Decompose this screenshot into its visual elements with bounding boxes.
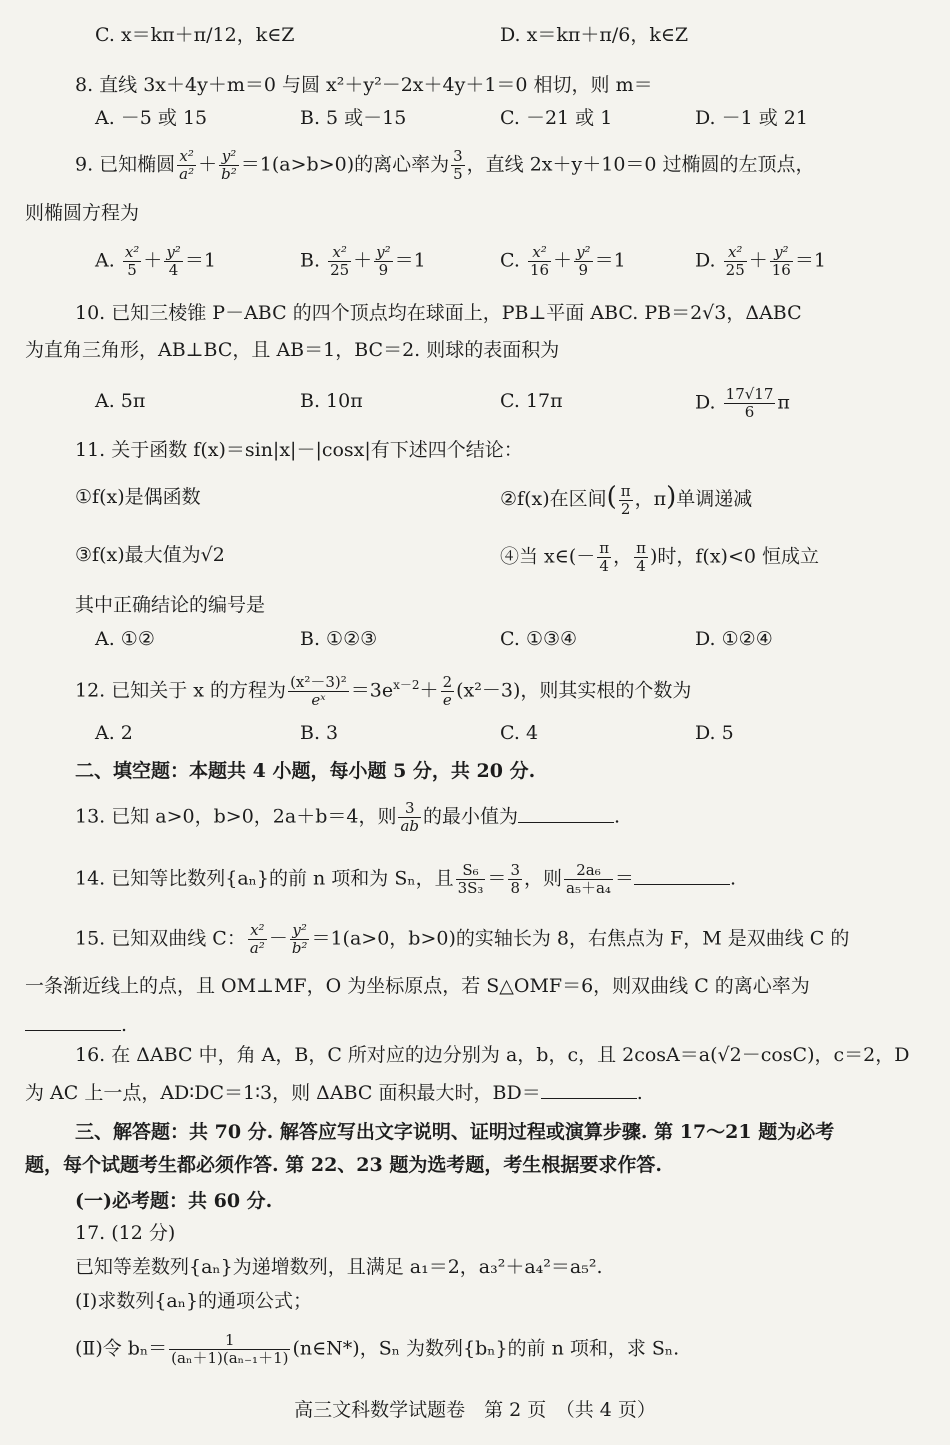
section-3-line1: 三、解答题：共 70 分. 解答应写出文字说明、证明过程或演算步骤. 第 17～21 题为必考: [75, 1121, 835, 1143]
section-2-heading: 二、填空题：本题共 4 小题，每小题 5 分，共 20 分.: [75, 760, 536, 782]
q10-option-d: D. $\frac{17√17}{6}$ π: [695, 385, 790, 421]
q13-answer-blank[interactable]: [518, 804, 614, 823]
q12-option-a: A. 2: [95, 722, 133, 744]
q11-conclusion-1: ①f(x)是偶函数: [75, 486, 201, 508]
q9-stem-a: 9. 已知椭圆: [75, 153, 176, 176]
q17-head: 17. (12 分): [75, 1222, 176, 1244]
page-footer: 高三文科数学试题卷 第 2 页 （共 4 页）: [294, 1399, 656, 1421]
q11-conclusion-4: ④当 x∈(－ $\frac{\pi}{4}$ ， $\frac{\pi}{4}$ )时，f(x)<0 恒成立: [500, 539, 820, 575]
q10-stem1: 10. 已知三棱锥 P－ABC 的四个顶点均在球面上，PB⊥平面 ABC. PB＝2√3，ΔABC: [75, 302, 802, 324]
q7-option-d: D. x＝kπ＋π/6，k∈Z: [500, 24, 689, 46]
q9-stem2: 则椭圆方程为: [25, 202, 140, 224]
section-3-sub: (一)必考题：共 60 分.: [75, 1190, 273, 1212]
q9-option-c: C. $\frac{\text{x²}}{16}$ ＋ $\frac{\text{y²}}{9}$ ＝1: [500, 243, 626, 279]
q13: 13. 已知 a>0，b>0，2a＋b＝4，则 $\frac{3}{ab}$ 的最小值为 .: [75, 799, 621, 835]
q8-option-b: B. 5 或－15: [300, 107, 407, 129]
section-3-line2: 题，每个试题考生都必须作答. 第 22、23 题为选考题，考生根据要求作答.: [25, 1154, 662, 1176]
q8-option-d: D. －1 或 21: [695, 107, 808, 129]
q15-line2: 一条渐近线上的点，且 OM⊥MF，O 为坐标原点，若 S△OMF＝6，则双曲线 C 的离心率为: [25, 975, 810, 997]
q11-option-c: C. ①③④: [500, 628, 578, 650]
q9-stem-b: ＝1(a>b>0)的离心率为: [240, 153, 450, 176]
q12-option-c: C. 4: [500, 722, 539, 744]
q9-frac-e: $\frac{3}{5}$: [453, 147, 463, 183]
q17-part2: (Ⅱ)令 bₙ＝ $\frac{1}{\text{(aₙ＋1)(aₙ₋₁＋1)}}$ (n∈N*)，Sₙ 为数列{bₙ}的前 n 项和，求 Sₙ.: [75, 1331, 680, 1367]
q9-stem-c: ，直线 2x＋y＋10＝0 过椭圆的左顶点，: [466, 153, 815, 176]
q14: 14. 已知等比数列{aₙ}的前 n 项和为 Sₙ，且 $\frac{\text{S₆}}{\text{3S₃}}$ ＝ $\frac{3}{8}$ ，则 $\frac{\text{2a₆}}{\text{a₅＋a₄}}$ ＝ .: [75, 861, 736, 897]
q14-answer-blank[interactable]: [634, 866, 730, 885]
q7-option-c: C. x＝kπ＋π/12，k∈Z: [95, 24, 295, 46]
q9-frac-x: $\frac{\text{x²}}{\text{a²}}$: [179, 147, 195, 183]
q9-option-b: B. $\frac{\text{x²}}{25}$ ＋ $\frac{\text{y²}}{9}$ ＝1: [300, 243, 426, 279]
q10-stem2: 为直角三角形，AB⊥BC，且 AB＝1，BC＝2. 则球的表面积为: [25, 339, 560, 361]
q9-option-a: A. $\frac{\text{x²}}{5}$ ＋ $\frac{\text{y²}}{4}$ ＝1: [95, 243, 216, 279]
q16-line2: 为 AC 上一点，AD∶DC＝1∶3，则 ΔABC 面积最大时，BD＝ .: [25, 1082, 643, 1104]
q10-option-c: C. 17π: [500, 390, 563, 412]
q12-option-d: D. 5: [695, 722, 734, 744]
q17-part1: (Ⅰ)求数列{aₙ}的通项公式；: [75, 1290, 313, 1312]
q15-line1: 15. 已知双曲线 C： $\frac{\text{x²}}{\text{a²}}$ － $\frac{\text{y²}}{\text{b²}}$ ＝1(a>0，b>0)的实轴长为 8，右焦点为 F，M 是双曲线 C 的: [75, 921, 850, 957]
q16-answer-blank[interactable]: [541, 1080, 637, 1099]
q11-stem: 11. 关于函数 f(x)＝sin|x|－|cosx|有下述四个结论：: [75, 439, 523, 461]
q10-option-b: B. 10π: [300, 390, 363, 412]
q11-option-b: B. ①②③: [300, 628, 378, 650]
q8-option-c: C. －21 或 1: [500, 107, 613, 129]
q8-stem: 8. 直线 3x＋4y＋m＝0 与圆 x²＋y²－2x＋4y＋1＝0 相切，则 m＝: [75, 74, 653, 96]
q12-stem: 12. 已知关于 x 的方程为 $\frac{\text{(x²－3)²}}{\text{eˣ}}$ $=3e^{x-2}+$ $\frac{2}{e}$ (x²－3)，则其实根的个数为: [75, 672, 692, 709]
q9-stem: 9. 已知椭圆 $\frac{\text{x²}}{\text{a²}}$ ＋ $\frac{\text{y²}}{\text{b²}}$ ＝1(a>b>0)的离心率为 $\frac{3}{5}$ ，直线 2x＋y＋10＝0 过椭圆的左顶点，: [75, 147, 815, 183]
q15-answer-blank[interactable]: [25, 1012, 121, 1031]
q11-conclusion-2: ②f(x)在区间( $\frac{\pi}{2}$ ，π)单调递减: [500, 481, 753, 518]
q11-conclusion-3: ③f(x)最大值为√2: [75, 544, 225, 566]
q12-option-b: B. 3: [300, 722, 339, 744]
q9-option-d: D. $\frac{\text{x²}}{25}$ ＋ $\frac{\text{y²}}{16}$ ＝1: [695, 243, 826, 279]
q15-line3: .: [25, 1010, 127, 1040]
q11-option-d: D. ①②④: [695, 628, 773, 650]
q16-line1: 16. 在 ΔABC 中，角 A，B，C 所对应的边分别为 a，b，c，且 2cosA＝a(√2－cosC)，c＝2，D: [75, 1044, 910, 1066]
q17-stem: 已知等差数列{aₙ}为递增数列，且满足 a₁＝2，a₃²＋a₄²＝a₅².: [75, 1256, 603, 1278]
q11-stem2: 其中正确结论的编号是: [75, 594, 266, 616]
q10-option-a: A. 5π: [95, 390, 146, 412]
q8-option-a: A. －5 或 15: [95, 107, 208, 129]
q9-frac-y: $\frac{\text{y²}}{\text{b²}}$: [221, 147, 237, 183]
q11-option-a: A. ①②: [95, 628, 155, 650]
